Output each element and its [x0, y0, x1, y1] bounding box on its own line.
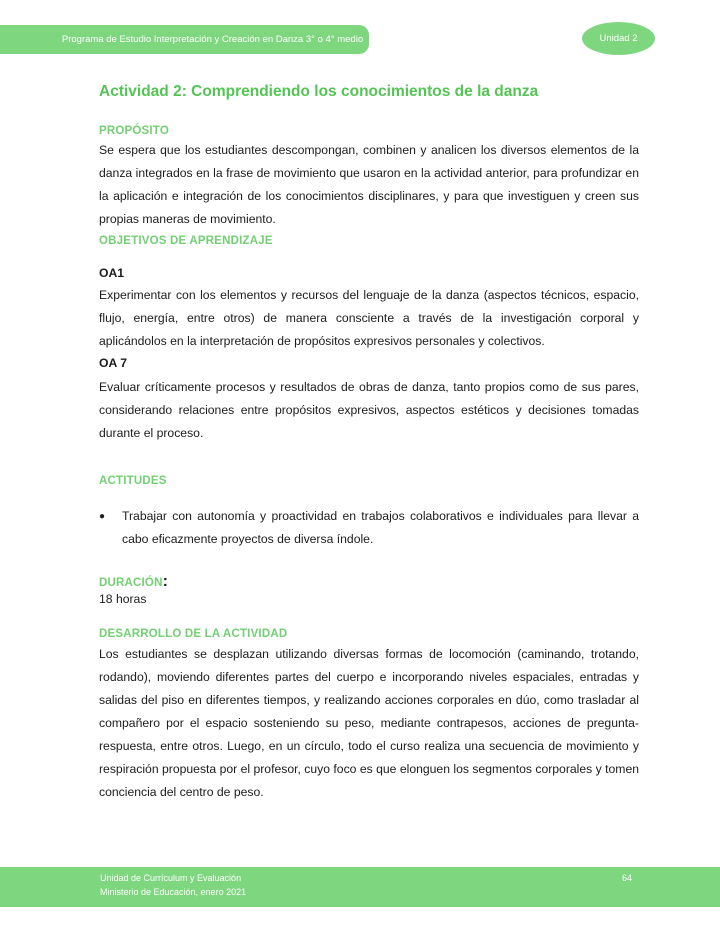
oa7-code: OA 7	[99, 356, 127, 370]
oa1-body: Experimentar con los elementos y recursos del lenguaje de la danza (aspectos técnicos, espacio, flujo, energía, entre otros) de manera consciente a través de la investigación corporal y aplicándolos en la interpretación de propósitos expresivos personales y colectivos.	[99, 288, 639, 348]
footer-line2: Ministerio de Educación, enero 2021	[100, 886, 247, 897]
page-title: Actividad 2: Comprendiendo los conocimientos de la danza	[99, 83, 539, 100]
proposito-body: Se espera que los estudiantes descompongan, combinen y analicen los diversos elementos de la danza integrados en la frase de movimiento que usaron en la actividad anterior, para profundizar en la aplicación e integración de los conocimientos disciplinares, y para que investiguen y creen sus propias maneras de movimiento.	[99, 143, 639, 226]
actitudes-bullet-item	[99, 505, 639, 551]
footer-credits	[100, 872, 246, 899]
program-header-bar	[0, 25, 369, 54]
oa1-code: OA1	[99, 266, 125, 280]
footer-line1: Unidad de Currículum y Evaluación	[100, 873, 242, 883]
proposito-heading: PROPÓSITO	[99, 125, 169, 137]
footer-bar	[0, 867, 720, 907]
duracion-value: 18 horas	[99, 592, 147, 606]
objetivos-heading: OBJETIVOS DE APRENDIZAJE	[99, 235, 273, 247]
duracion-colon: :	[162, 573, 168, 590]
desarrollo-heading: DESARROLLO DE LA ACTIVIDAD	[99, 628, 288, 640]
unit-badge-label: Unidad 2	[599, 33, 638, 44]
actitudes-heading: ACTITUDES	[99, 475, 167, 487]
unit-badge	[582, 22, 655, 55]
duracion-line	[99, 573, 639, 591]
bullet-icon: ●	[99, 511, 106, 522]
oa7-body: Evaluar críticamente procesos y resultados de obras de danza, tanto propios como de sus pares, considerando relaciones entre propósitos expresivos, aspectos estéticos y decisiones tomadas durante el proceso.	[99, 380, 639, 440]
program-header-label: Programa de Estudio Interpretación y Creación en Danza 3° o 4° medio	[61, 34, 364, 45]
actitudes-bullet-text: Trabajar con autonomía y proactividad en trabajos colaborativos e individuales para llevar a cabo eficazmente proyectos de diversa índole.	[122, 509, 639, 546]
duracion-heading: DURACIÓN	[99, 577, 163, 589]
desarrollo-body: Los estudiantes se desplazan utilizando diversas formas de locomoción (caminando, trotando, rodando), moviendo diferentes partes del cuerpo e incorporando niveles espaciales, entradas y salidas del piso en diferentes tiempos, y realizando acciones corporales en dúo, como trasladar al compañero por el espacio sosteniendo su peso, mediante contrapesos, acciones de pregunta-respuesta, entre otros. Luego, en un círculo, todo el curso realiza una secuencia de movimiento y respiración propuesta por el profesor, cuyo foco es que elonguen los segmentos corporales y tomen conciencia del centro de peso.	[99, 647, 639, 799]
page-number: 64	[622, 873, 633, 883]
